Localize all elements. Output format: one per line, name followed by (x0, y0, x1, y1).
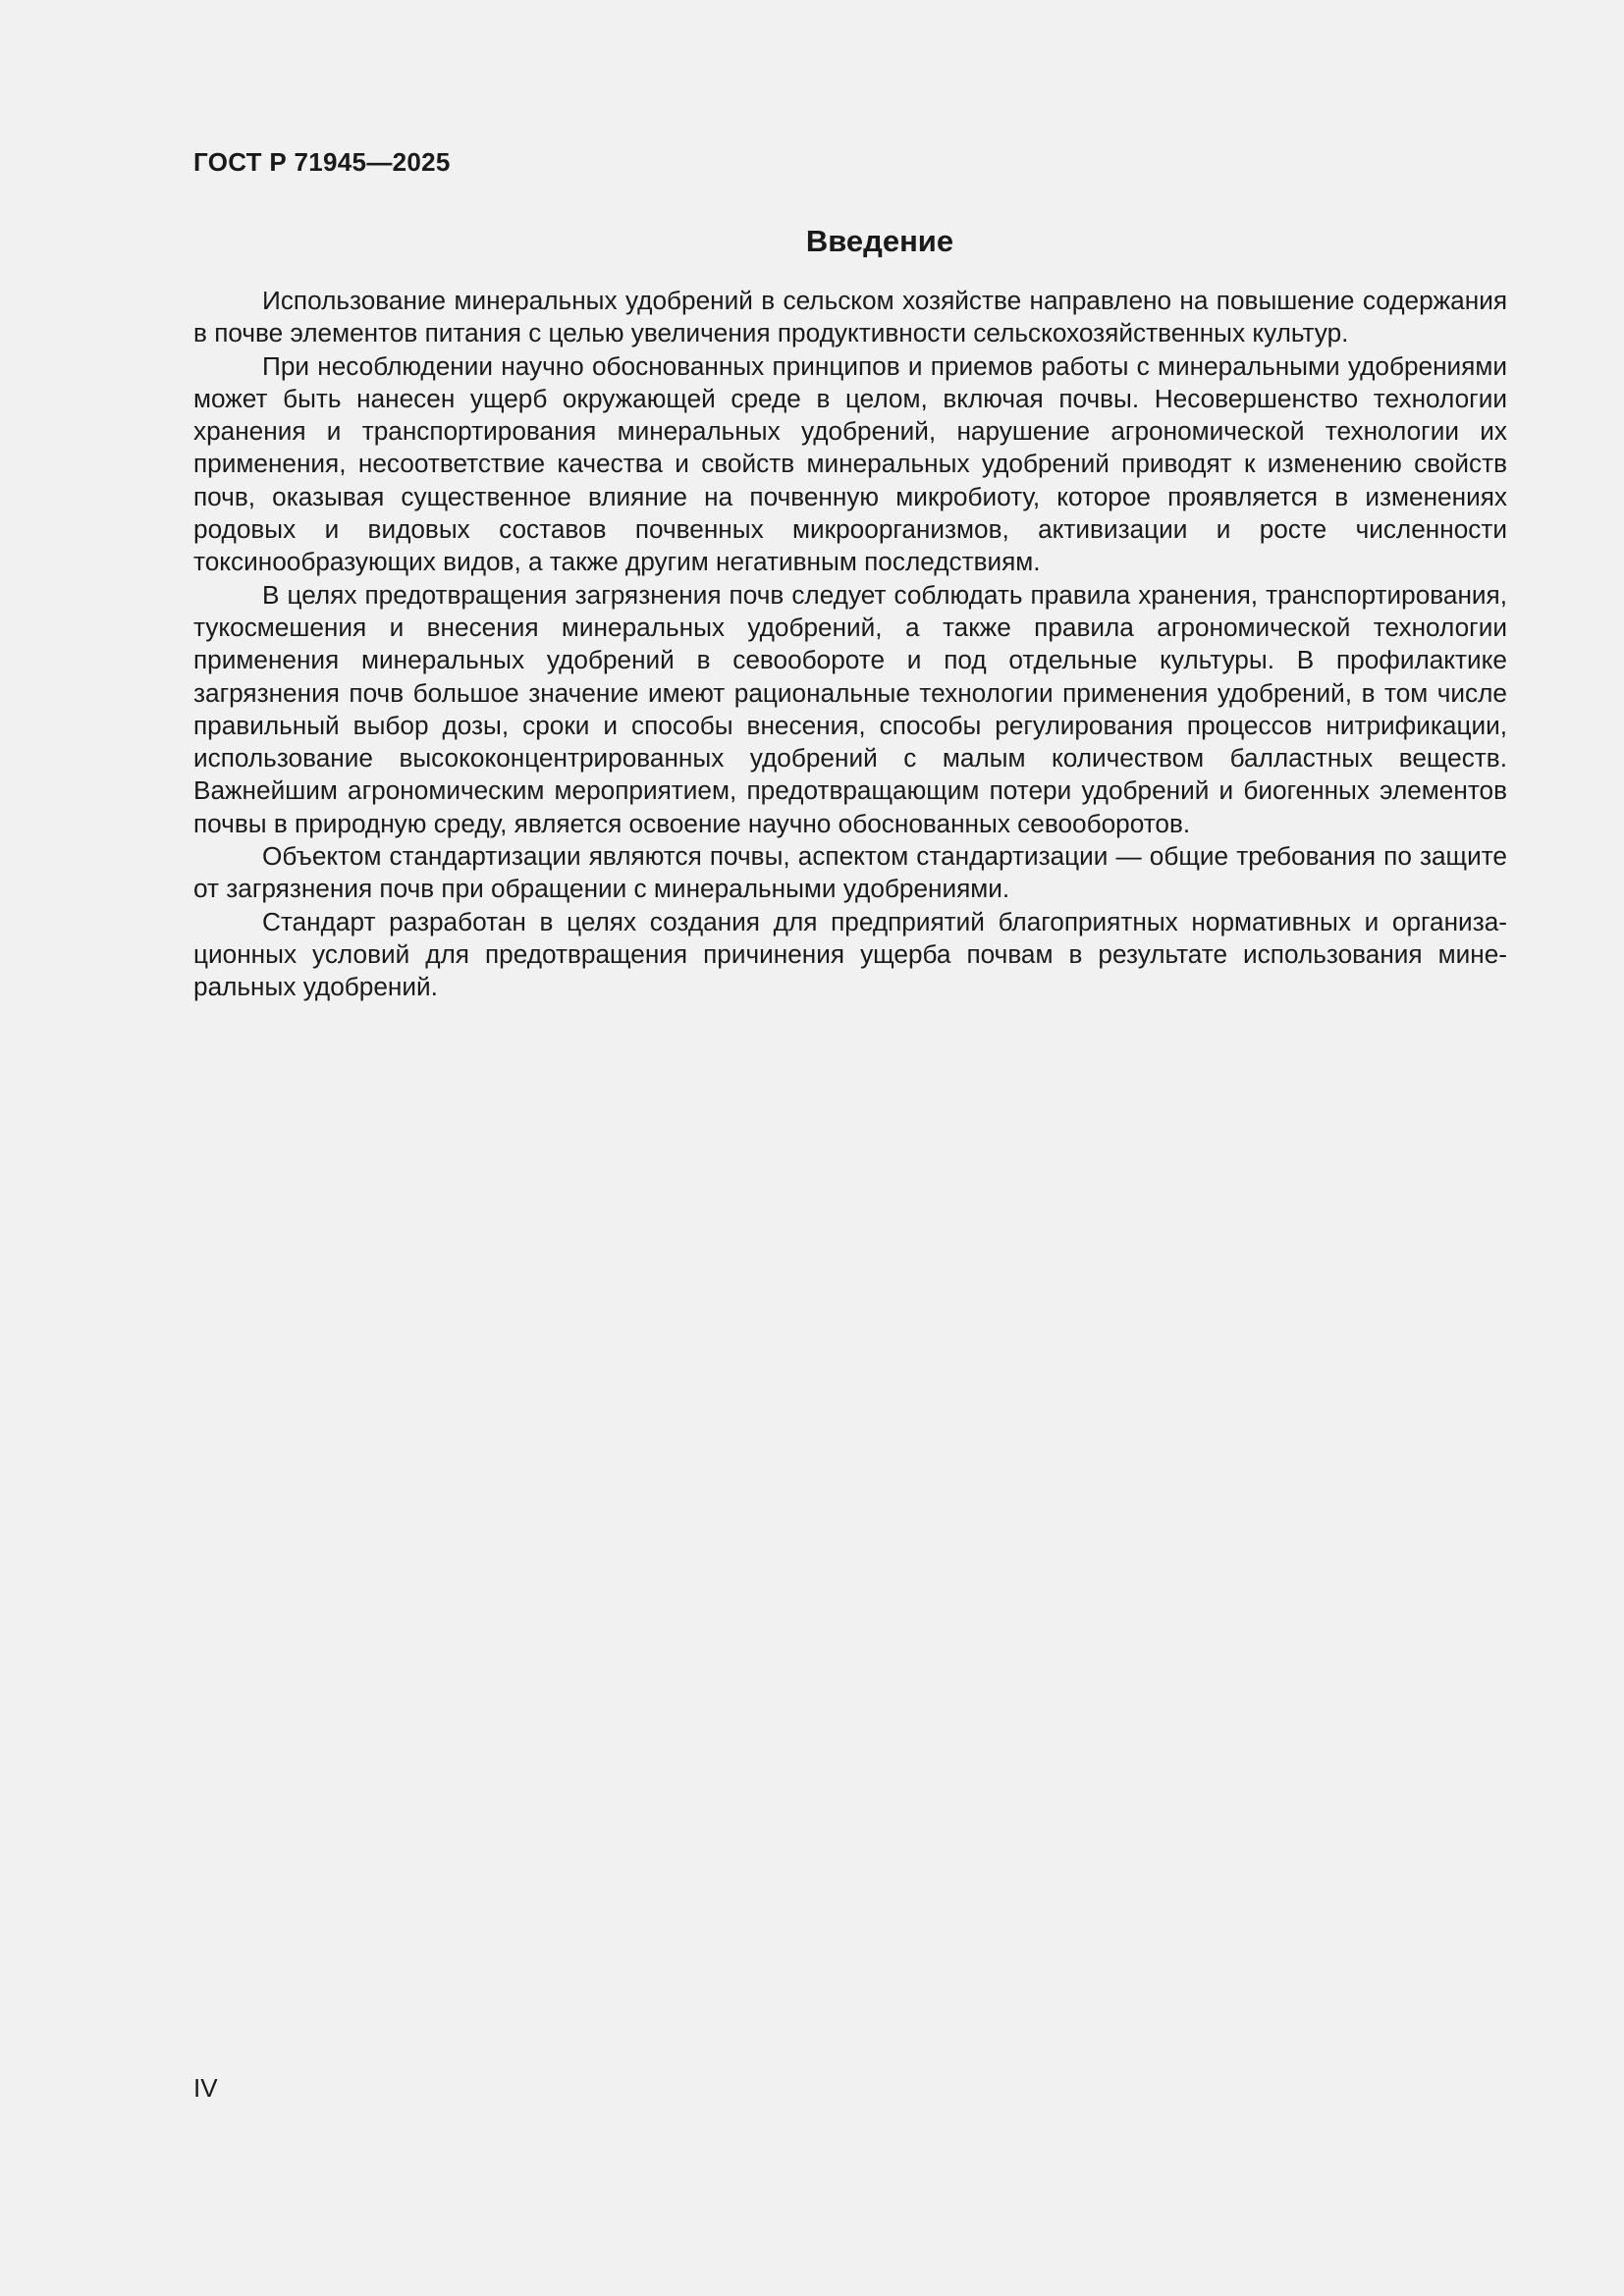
paragraph: Объектом стандартизации являются почвы, аспектом стандартизации — общие требования по защите от загрязнения почв при обращении с минеральными удобрениями. (193, 841, 1507, 904)
paragraph: При несоблюдении научно обоснованных принципов и приемов работы с минеральными удобрениями может быть нанесен ущерб окружающей среде в целом, включая почвы. Несовершенство технологии хранения и транспортирования минеральных удобрений, нарушение агрономической технологии их применения, несоответствие качества и свойств минеральных удобрений приводят к изменению свойств почв, оказывая существенное влияние на почвенную микробиоту, которое проявляется в изменениях родовых и видовых составов почвенных микроорганизмов, активизации и росте численности токсинообразующих видов, а также другим негативным последствиям. (193, 350, 1507, 577)
document-code-header: ГОСТ Р 71945—2025 (193, 147, 451, 177)
page-number: IV (193, 2073, 218, 2103)
paragraph: Использование минеральных удобрений в сельском хозяйстве направлено на повышение содержания в почве элементов питания с целью увеличения продуктивности сельскохозяйственных культур. (193, 286, 1507, 348)
paragraph: Стандарт разработан в целях создания для предприятий благоприятных нормативных и организационных условий для предотвращения причинения ущерба почвам в результате использования минеральных удобрений. (193, 906, 1507, 1002)
paragraph: В целях предотвращения загрязнения почв следует соблюдать правила хранения, транспортирования, тукосмешения и внесения минеральных удобрений, а также правила агрономической технологии применения минеральных удобрений в севообороте и под отдельные культуры. В профилактике загрязнения почв большое значение имеют рациональные технологии применения удобрений, в том числе правильный выбор дозы, сроки и способы внесения, способы регулирования процессов нитрификации, использование высококонцентрированных удобрений с малым количеством балластных веществ. Важнейшим агрономическим мероприятием, предотвращающим потери удобрений и биогенных элементов почвы в природную среду, является освоение научно обоснованных севооборотов. (193, 579, 1507, 838)
section-title: Введение (805, 224, 954, 258)
body-text (193, 285, 1507, 1004)
